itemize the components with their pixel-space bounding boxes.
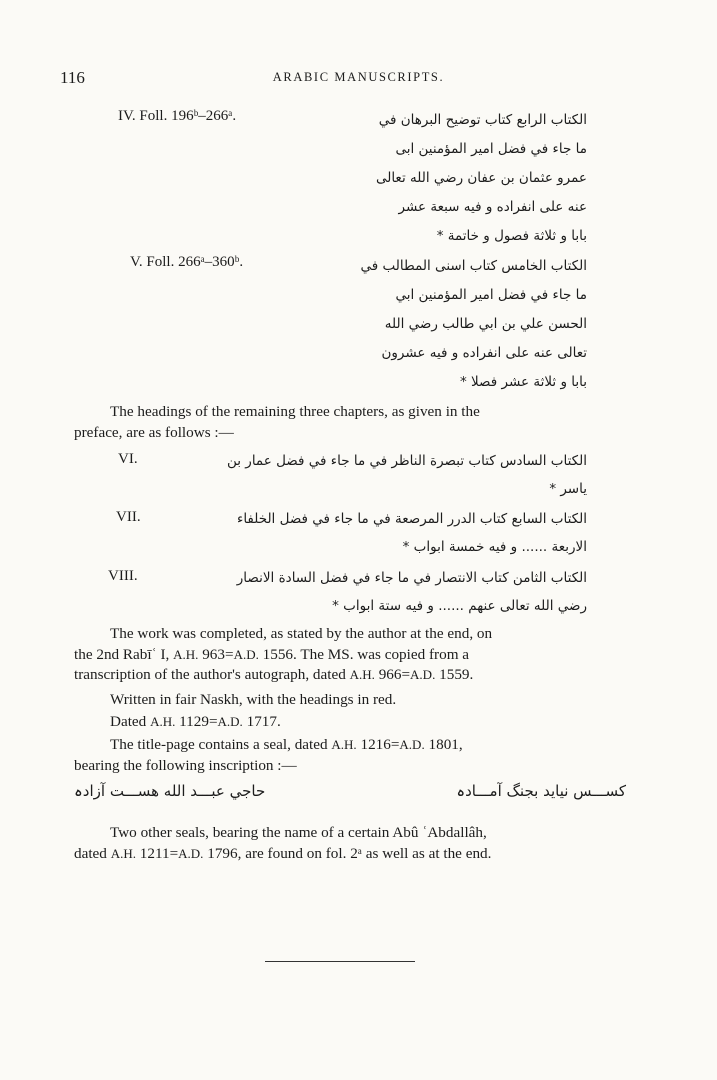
book-v-arabic: [361, 252, 587, 397]
arabic-line: عنه على انفراده و فيه سبعة عشر: [398, 199, 587, 215]
arabic-line: ما جاء في فضل امير المؤمنين ابى: [395, 141, 587, 157]
chapter-arabic: [227, 447, 587, 503]
arabic-line: الكتاب الرابع كتاب توضيح البرهان في: [378, 112, 587, 128]
book-iv-arabic: [376, 106, 587, 251]
text-line: The work was completed, as stated by the author at the end, on: [110, 625, 493, 642]
chapter-arabic: [237, 505, 587, 561]
text-line: Written in fair Naskh, with the headings in red.: [110, 691, 397, 708]
seal-inscription: [74, 780, 626, 810]
running-head: ARABIC MANUSCRIPTS.: [272, 70, 445, 84]
text-line: The title-page contains a seal, dated A.H. 1216=A.D. 1801,: [110, 736, 463, 753]
arabic-line: الكتاب الخامس كتاب اسنى المطالب في: [360, 258, 587, 274]
book-v-folio-label: V. Foll. 266ᵃ–360ᵇ.: [130, 254, 244, 270]
seal-inscription-part: حاجي عبـــد الله هســـت آزادہ: [74, 782, 266, 800]
arabic-line: عمرو عثمان بن عفان رضي الله تعالى: [375, 170, 587, 186]
chapter-number: VI.: [118, 451, 138, 467]
arabic-line: الكتاب السابع كتاب الدرر المرصعة في ما جاء في فضل الخلفاء: [236, 511, 587, 527]
text-line: dated A.H. 1211=A.D. 1796, are found on fol. 2ᵃ as well as at the end.: [74, 844, 492, 862]
title-page-paragraph: [74, 735, 626, 776]
page-number: 116: [60, 68, 85, 87]
arabic-line: ياسر *: [549, 481, 587, 497]
completion-paragraph: [74, 624, 626, 686]
arabic-line: الكتاب السادس كتاب تبصرة الناظر في ما جاء في فضل عمار بن: [226, 453, 587, 469]
text-line: the 2nd Rabīʿ I, A.H. 963=A.D. 1556. The MS. was copied from a: [74, 645, 470, 663]
arabic-line: تعالى عنه على انفراده و فيه عشرون: [381, 345, 587, 361]
arabic-line: الحسن علي بن ابي طالب رضي الله: [384, 316, 587, 332]
script-description: [74, 690, 626, 711]
text-line: Two other seals, bearing the name of a certain Abû ʿAbdallâh,: [110, 824, 487, 841]
text-line: preface, are as follows :—: [74, 423, 234, 441]
text-line: transcription of the author's autograph, dated A.H. 966=A.D. 1559.: [74, 666, 474, 683]
chapter-arabic: [237, 564, 587, 620]
arabic-line: بابا و ثلاثة فصول و خاتمة *: [436, 228, 587, 244]
text-line: bearing the following inscription :—: [74, 756, 297, 774]
other-seals-paragraph: [74, 823, 626, 864]
headings-intro-paragraph: [74, 402, 626, 443]
arabic-line: رضي الله تعالى عنهم ...... و فيه ستة ابواب *: [332, 598, 587, 614]
seal-inscription-part: کســـس نیاید بجنگ آمـــادہ: [456, 782, 626, 800]
arabic-line: الاربعة ...... و فيه خمسة ابواب *: [402, 539, 587, 555]
arabic-line: بابا و ثلاثة عشر فصلا *: [459, 374, 587, 390]
arabic-line: ما جاء في فضل امير المؤمنين ابي: [395, 287, 587, 303]
chapter-number: VIII.: [108, 568, 138, 584]
text-line: The headings of the remaining three chapters, as given in the: [110, 403, 480, 420]
date-line: [74, 712, 626, 733]
end-rule: [265, 961, 415, 962]
text-line: Dated A.H. 1129=A.D. 1717.: [110, 713, 281, 730]
book-iv-folio-label: IV. Foll. 196ᵇ–266ᵃ.: [118, 108, 237, 124]
chapter-number: VII.: [116, 509, 141, 525]
arabic-line: الكتاب الثامن كتاب الانتصار في ما جاء في فضل السادة الانصار: [236, 570, 587, 586]
